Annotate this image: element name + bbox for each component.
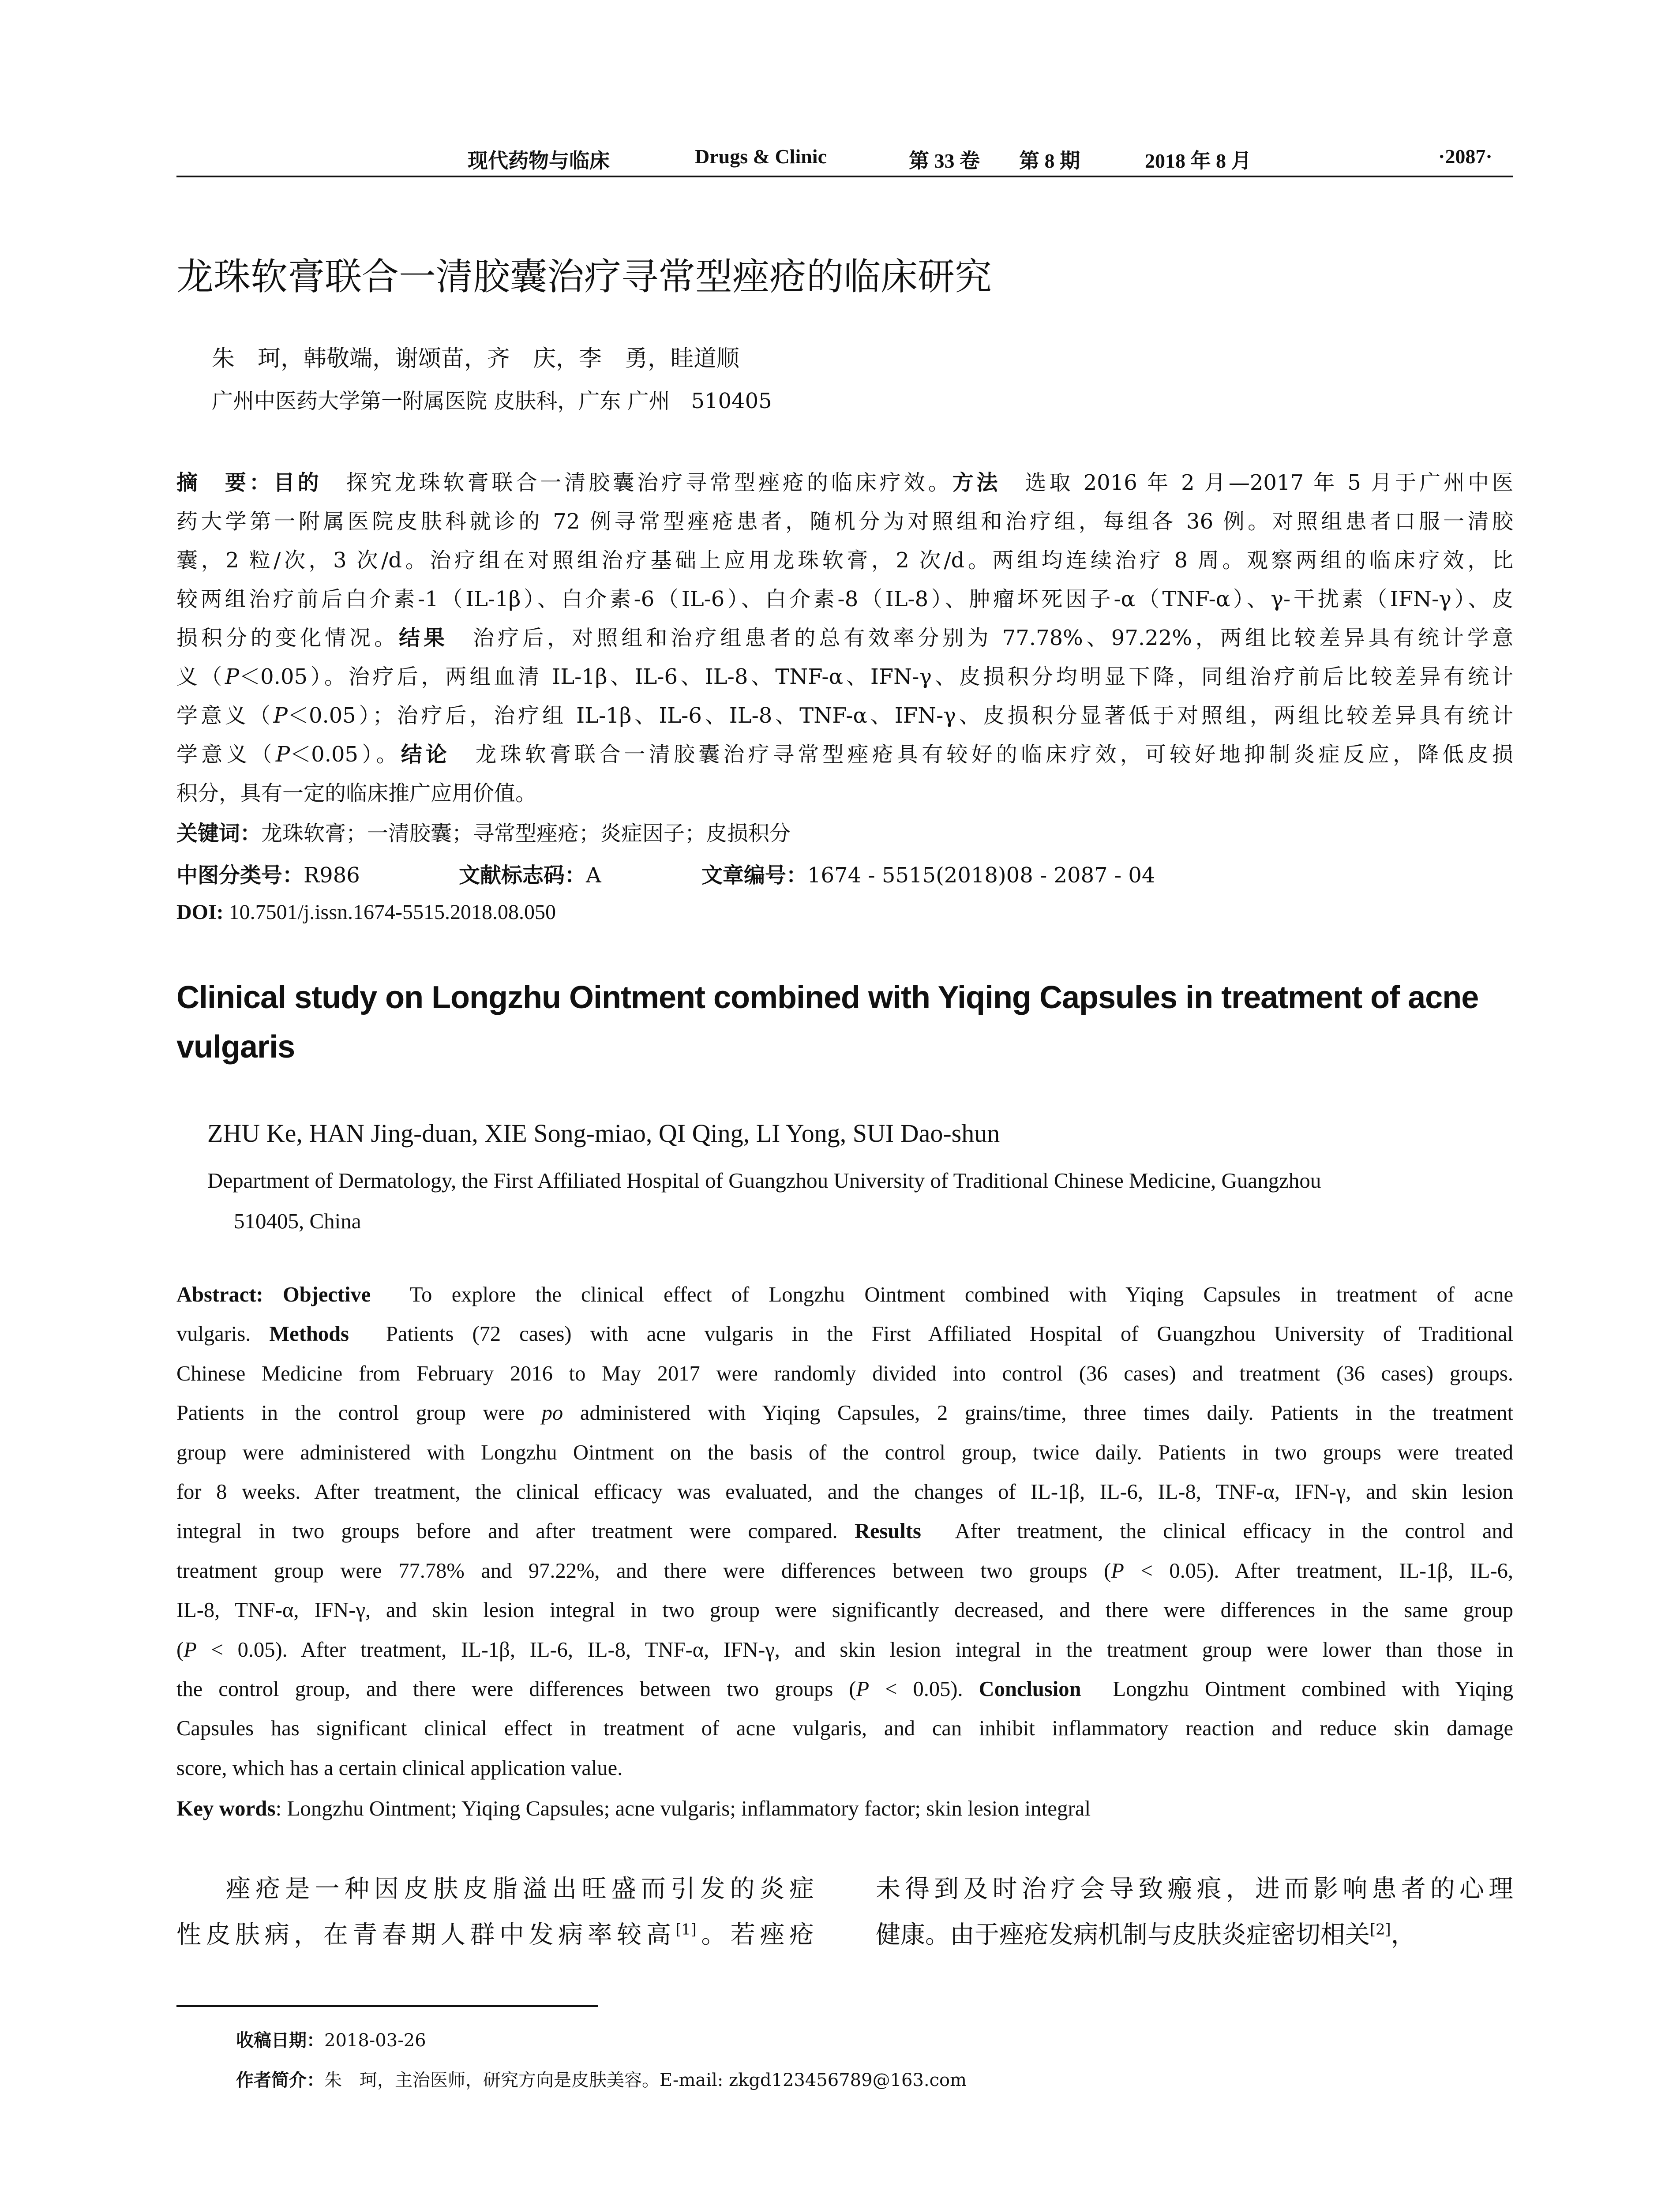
cn-abstract-label: 摘 要： (176, 470, 274, 495)
cn-objective-label: 目的 (273, 470, 322, 495)
cn-text: 损积分的变化情况。 (176, 626, 399, 650)
body-text: ， (1391, 1921, 1416, 1949)
en-text: After treatment, the clinical efficacy in the control and (955, 1519, 1514, 1543)
en-text: the control group, and there were differences between two groups ( (176, 1677, 856, 1701)
issue-date: 2018 年 8 月 (1145, 150, 1252, 172)
en-text: treatment group were 77.78% and 97.22%, and there were differences between two groups ( (176, 1559, 1111, 1583)
en-abstract-line (176, 1670, 1513, 1709)
body-line (176, 1912, 814, 1958)
en-text: Chinese Medicine from February 2016 to May 2017 were randomly divided into control (36 cases) and treatment (36 cases) groups. (176, 1362, 1513, 1385)
cn-abstract-line (176, 696, 1513, 735)
body-column-right (876, 1866, 1513, 1958)
doc-code-value: A (586, 863, 601, 888)
en-objective-label: Objective (282, 1283, 371, 1306)
cn-authors: 朱 珂，韩敬端，谢颂苗，齐 庆，李 勇，眭道顺 (212, 345, 740, 372)
en-abstract-line (176, 1275, 1513, 1314)
en-abstract-line (176, 1630, 1513, 1670)
en-text: score, which has a certain clinical application value. (176, 1756, 623, 1780)
en-authors: ZHU Ke, HAN Jing-duan, XIE Song-miao, QI Qing, LI Yong, SUI Dao-shun (207, 1119, 1000, 1148)
footnote-divider (176, 2005, 598, 2007)
cn-results-label: 结果 (399, 626, 449, 650)
cn-abstract-line (176, 541, 1513, 580)
body-line: 未得到及时治疗会导致瘢痕，进而影响患者的心理 (876, 1875, 1513, 1903)
en-text: To explore the clinical effect of Longzhu Ointment combined with Yiqing Capsules in treatment of acne (409, 1283, 1514, 1306)
cn-text: ＜0.05）；治疗后，治疗组 IL-1β、IL-6、IL-8、TNF-α、IFN-γ、皮损积分显著低于对照组，两组比较差异具有统计 (287, 703, 1513, 728)
en-text: Capsules has significant clinical effect in treatment of acne vulgaris, and can inhibit inflammatory reaction and reduce skin damage (176, 1717, 1513, 1741)
cn-text: ＜0.05）。治疗后，两组血清 IL-1β、IL-6、IL-8、TNF-α、IFN-γ、皮损积分均明显下降，同组治疗前后比较差异有统计 (239, 664, 1513, 689)
en-text: < 0.05). After treatment, IL-1β, IL-6, (1124, 1559, 1513, 1583)
cn-text: 龙珠软膏联合一清胶囊治疗寻常型痤疮具有较好的临床疗效，可较好地抑制炎症反应，降低皮损 (450, 742, 1513, 767)
en-abstract-line (176, 1314, 1513, 1354)
doc-code-cell (459, 858, 601, 889)
cn-text: 选取 2016 年 2 月—2017 年 5 月于广州中医 (1001, 470, 1513, 495)
doc-code-label: 文献标志码： (459, 863, 586, 888)
volume: 第 33 卷 (909, 150, 980, 172)
en-abstract-line (176, 1393, 1513, 1433)
cn-classification (176, 858, 1513, 888)
en-title: Clinical study on Longzhu Ointment combined with Yiqing Capsules in treatment of acne vulgaris (176, 980, 1479, 1065)
en-abstract-line (176, 1591, 1513, 1630)
body-text: 健康。由于痤疮发病机制与皮肤炎症密切相关 (876, 1921, 1370, 1949)
clc-label: 中图分类号： (176, 863, 304, 888)
cn-text: 学意义（ (176, 703, 274, 728)
cn-text: 义（ (176, 664, 225, 689)
p-symbol: P (275, 742, 290, 767)
en-affiliation-line: 510405, China (234, 1209, 361, 1233)
en-text: group were administered with Longzhu Ointment on the basis of the control group, twice daily. Patients in two groups were treated (176, 1441, 1513, 1464)
author-info (236, 2060, 967, 2100)
cn-abstract-line (176, 657, 1513, 696)
cn-abstract-line (176, 502, 1513, 541)
po-italic: po (541, 1401, 563, 1425)
cn-methods-label: 方法 (952, 470, 1001, 495)
en-abstract-line (176, 1551, 1513, 1591)
en-text: for 8 weeks. After treatment, the clinical efficacy was evaluated, and the changes of IL-1β, IL-6, IL-8, TNF-α, IFN-γ, and skin lesion (176, 1480, 1513, 1504)
received-value: 2018-03-26 (324, 2030, 426, 2051)
en-keywords-label: Key words (176, 1796, 276, 1820)
received-label: 收稿日期： (236, 2030, 324, 2051)
footnotes (236, 2021, 967, 2100)
reference-2[interactable]: [2] (1370, 1921, 1391, 1938)
cn-abstract-line (176, 463, 1513, 502)
cn-keywords (176, 816, 791, 847)
en-results-label: Results (854, 1519, 921, 1543)
en-affiliation (207, 1160, 1518, 1242)
cn-text: 药大学第一附属医院皮肤科就诊的 72 例寻常型痤疮患者，随机分为对照组和治疗组，每组各 36 例。对照组患者口服一清胶 (176, 509, 1513, 534)
cn-title: 龙珠软膏联合一清胶囊治疗寻常型痤疮的临床研究 (176, 255, 992, 298)
running-header (176, 140, 1513, 177)
body-line (876, 1912, 1513, 1958)
article-no-label: 文章编号： (701, 863, 808, 888)
en-conclusion-label: Conclusion (979, 1677, 1081, 1701)
en-text: vulgaris. (176, 1322, 251, 1346)
cn-abstract-line (176, 580, 1513, 619)
cn-abstract-line (176, 735, 1513, 774)
clc-value: R986 (304, 863, 360, 888)
en-abstract-line (176, 1748, 1513, 1788)
p-symbol: P (273, 703, 288, 728)
en-keywords (176, 1796, 1091, 1821)
en-text: Longzhu Ointment combined with Yiqing (1113, 1677, 1513, 1701)
en-abstract (176, 1275, 1513, 1788)
doi-label: DOI: (176, 900, 224, 924)
author-info-value: 朱 珂，主治医师，研究方向是皮肤美容。E-mail: zkgd123456789@163.com (324, 2070, 967, 2090)
issue: 第 8 期 (1019, 150, 1080, 172)
en-text: Patients (72 cases) with acne vulgaris in the First Affiliated Hospital of Guangzhou University of Traditional (386, 1322, 1514, 1346)
en-keywords-text: : Longzhu Ointment; Yiqing Capsules; acne vulgaris; inflammatory factor; skin lesion integral (275, 1796, 1091, 1820)
cn-text: 积分，具有一定的临床推广应用价值。 (176, 781, 537, 806)
reference-1[interactable]: [1] (675, 1921, 697, 1938)
en-abstract-line (176, 1512, 1513, 1551)
en-abstract-line (176, 1354, 1513, 1393)
en-text: ( (176, 1638, 184, 1662)
cn-keywords-label: 关键词： (176, 821, 262, 846)
p-symbol: P (225, 664, 240, 689)
body-text: 性皮肤病，在青春期人群中发病率较高 (176, 1921, 676, 1949)
received-date (236, 2021, 967, 2060)
en-text: integral in two groups before and after treatment were compared. (176, 1519, 838, 1543)
cn-keywords-text: 龙珠软膏；一清胶囊；寻常型痤疮；炎症因子；皮损积分 (261, 821, 791, 846)
cn-text: 探究龙珠软膏联合一清胶囊治疗寻常型痤疮的临床疗效。 (322, 470, 952, 495)
en-methods-label: Methods (269, 1322, 349, 1346)
en-text: Patients in the control group were (176, 1401, 525, 1425)
cn-text: 治疗后，对照组和治疗组患者的总有效率分别为 77.78%、97.22%，两组比较差异具有统计学意 (448, 626, 1513, 650)
doi-value: 10.7501/j.issn.1674-5515.2018.08.050 (223, 900, 556, 924)
en-text: < 0.05). After treatment, IL-1β, IL-6, IL-8, TNF-α, IFN-γ, and skin lesion integral in the treatment group were lower than those in (196, 1638, 1513, 1662)
author-info-label: 作者简介： (236, 2070, 324, 2090)
body-column-left (176, 1866, 814, 1958)
article-no-cell (701, 858, 1155, 889)
cn-abstract (176, 463, 1513, 813)
body-text: 。若痤疮 (696, 1921, 814, 1949)
p-symbol: P (184, 1638, 197, 1662)
cn-text: 学意义（ (176, 742, 276, 767)
en-abstract-label: Abstract: (176, 1283, 263, 1306)
en-text: < 0.05). (869, 1677, 963, 1701)
doi (176, 900, 556, 924)
en-abstract-line (176, 1433, 1513, 1472)
p-symbol: P (1111, 1559, 1124, 1583)
cn-text: 囊，2 粒/次，3 次/d。治疗组在对照组治疗基础上应用龙珠软膏，2 次/d。两组均连续治疗 8 周。观察两组的临床疗效，比 (176, 548, 1513, 573)
cn-abstract-line (176, 619, 1513, 657)
cn-text: ＜0.05）。 (290, 742, 401, 767)
clc-cell (176, 858, 360, 889)
body-line: 痤疮是一种因皮肤皮脂溢出旺盛而引发的炎症 (226, 1875, 814, 1903)
cn-abstract-line (176, 774, 1513, 813)
article-no-value: 1674 - 5515(2018)08 - 2087 - 04 (807, 863, 1155, 888)
en-abstract-line (176, 1709, 1513, 1748)
page-number: ·2087· (1438, 145, 1492, 168)
cn-text: 较两组治疗前后白介素-1（IL-1β）、白介素-6（IL-6）、白介素-8（IL-8）、肿瘤坏死因子-α（TNF-α）、γ-干扰素（IFN-γ）、皮 (176, 587, 1513, 612)
cn-conclusion-label: 结论 (401, 742, 451, 767)
journal-en: Drugs & Clinic (695, 145, 827, 168)
en-text: administered with Yiqing Capsules, 2 grains/time, three times daily. Patients in the treatment (580, 1401, 1514, 1425)
en-text: IL-8, TNF-α, IFN-γ, and skin lesion integral in two group were significantly decreased, and there were differences in the same group (176, 1598, 1513, 1622)
p-symbol: P (856, 1677, 870, 1701)
cn-affiliation: 广州中医药大学第一附属医院 皮肤科，广东 广州 510405 (212, 389, 772, 413)
journal-cn: 现代药物与临床 (468, 150, 610, 172)
en-affiliation-line: Department of Dermatology, the First Affiliated Hospital of Guangzhou University of Traditional Chinese Medicine, Guangzhou (207, 1168, 1321, 1193)
en-abstract-line (176, 1472, 1513, 1512)
